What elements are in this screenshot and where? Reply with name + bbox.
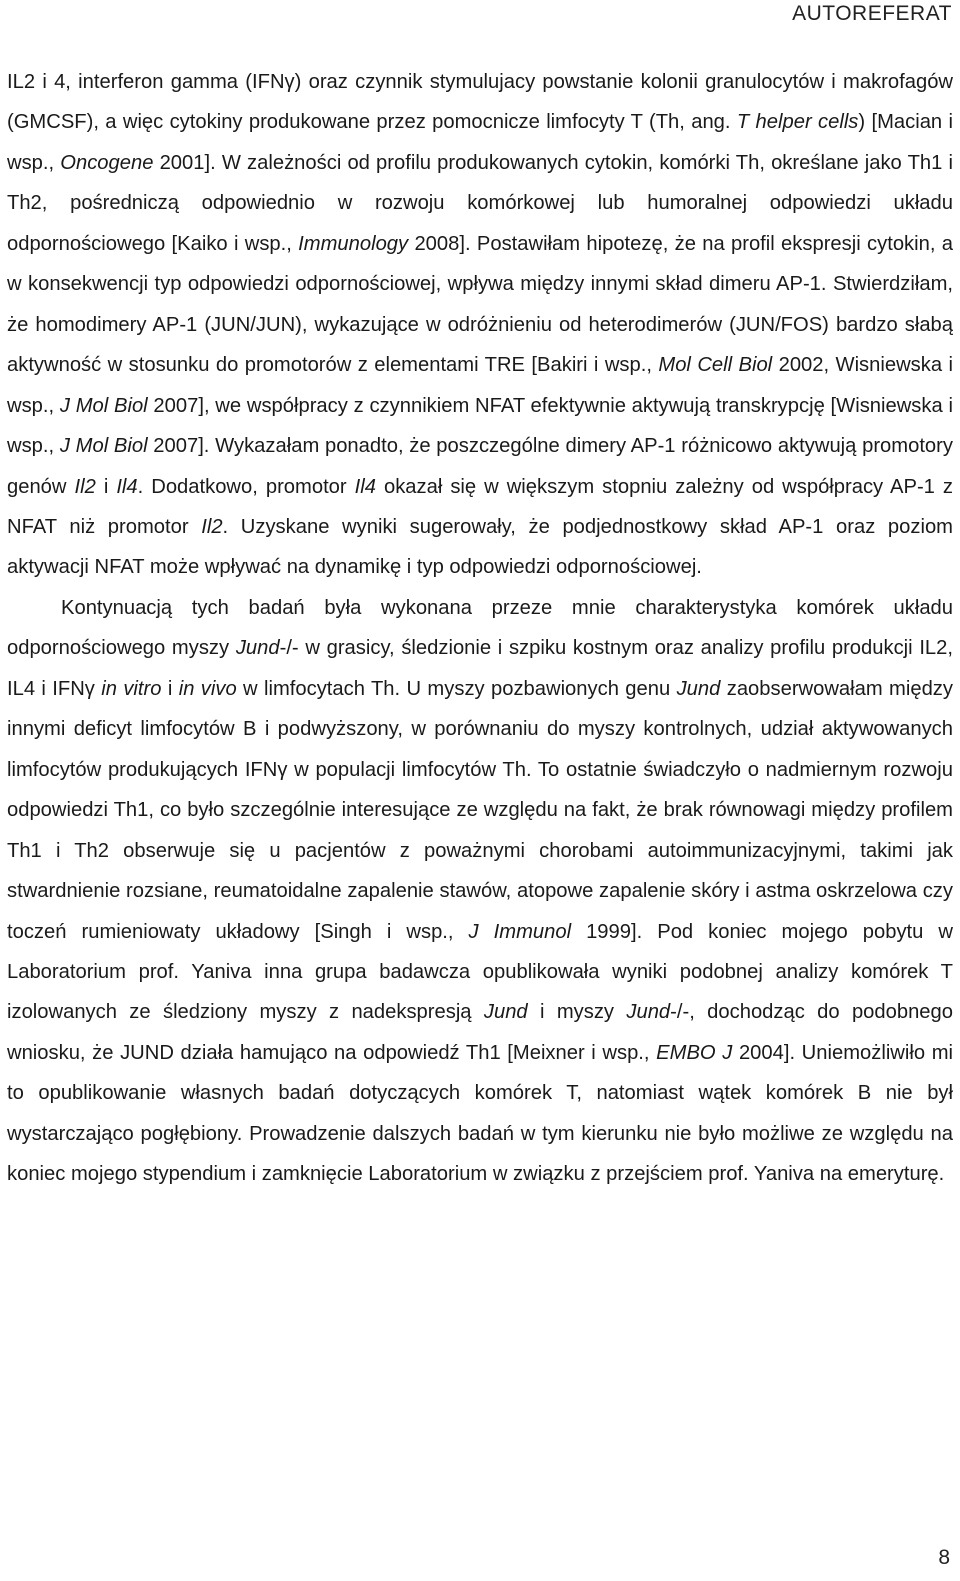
italic-text-run: J Immunol — [468, 920, 572, 943]
text-run: -/-, dochodząc do podobnego wniosku, że JUND działa hamująco na odpowiedź Th1 [Meixner i wsp., — [7, 1001, 953, 1064]
text-run: 2007], we współpracy z czynnikiem NFAT efektywnie aktywują transkrypcję [Wisniewska i wsp., — [7, 394, 953, 458]
italic-text-run: in vivo — [178, 677, 237, 700]
italic-text-run: Mol Cell Biol — [658, 354, 773, 377]
text-run: -/- w grasicy, śledzionie i szpiku kostnym oraz analizy profilu produkcji IL2, IL4 i IFNγ — [7, 637, 953, 700]
italic-text-run: Immunology — [298, 232, 409, 255]
italic-text-run: Jund — [235, 637, 280, 660]
text-run: Kontynuacją tych badań była wykonana przeze mnie charakterystyka komórek układu odpornościowego myszy — [7, 596, 953, 660]
italic-text-run: Jund — [483, 1001, 528, 1024]
italic-text-run: Il2 — [74, 475, 96, 498]
page-number: 8 — [938, 1546, 950, 1569]
text-run: 2001]. W zależności od profilu produkowanych cytokin, komórki Th, określane jako Th1 i Th2, pośredniczą odpowiednio w rozwoju komórkowej lub humoralnej odpowiedzi układu odpornościowego [Kaiko i wsp., — [7, 151, 953, 255]
italic-text-run: Il4 — [116, 475, 138, 498]
text-run: 2007]. Wykazałam ponadto, że poszczególne dimery AP-1 różnicowo aktywują promotory genów — [7, 435, 953, 498]
italic-text-run: J Mol Biol — [59, 394, 148, 417]
text-run: 2008]. Postawiłam hipotezę, że na profil ekspresji cytokin, a w konsekwencji typ odpowiedzi odpornościowej, wpływa między innymi skład dimeru AP-1. Stwierdziłam, że homodimery AP-1 (JUN/JUN), wykazujące w odróżnieniu od heterodimerów (JUN/FOS) bardzo słabą aktywność w stosunku do promotorów z elementami TRE [Bakiri i wsp., — [7, 232, 953, 377]
paragraph-1 — [7, 62, 953, 588]
text-run: i myszy — [527, 1001, 627, 1024]
italic-text-run: Il2 — [201, 515, 223, 538]
italic-text-run: Jund — [676, 677, 721, 700]
italic-text-run: EMBO J — [656, 1041, 733, 1064]
text-run: okazał się w większym stopniu zależny od współpracy AP-1 z NFAT niż promotor — [7, 475, 954, 538]
italic-text-run: J Mol Biol — [59, 435, 148, 458]
italic-text-run: Il4 — [354, 475, 376, 498]
text-run: 2002, Wisniewska i wsp., — [7, 354, 953, 417]
text-run: ) [Macian i wsp., — [7, 111, 953, 174]
italic-text-run: T helper cells — [736, 111, 859, 134]
text-run: 2004]. Uniemożliwiło mi to opublikowanie własnych badań dotyczących komórek T, natomiast wątek komórek B nie był wystarczająco pogłębiony. Prowadzenie dalszych badań w tym kierunku nie było możliwe ze względu na koniec mojego stypendium i zamknięcie Laboratorium w związku z przejściem prof. Yaniva na emeryturę. — [7, 1041, 954, 1186]
text-run: w limfocytach Th. U myszy pozbawionych genu — [236, 677, 677, 700]
text-run: i — [161, 677, 179, 700]
italic-text-run: Jund — [626, 1001, 671, 1024]
paragraph-2 — [7, 588, 953, 1195]
text-run: zaobserwowałam między innymi deficyt limfocytów B i podwyższony, w porównaniu do myszy kontrolnych, udział aktywowanych limfocytów produkujących IFNγ w populacji limfocytów Th. To ostatnie świadczyło o nadmiernym rozwoju odpowiedzi Th1, co było szczególnie interesujące ze względu na fakt, że brak równowagi między profilem Th1 i Th2 obserwuje się u pacjentów z poważnymi chorobami autoimmunizacyjnymi, takimi jak stwardnienie rozsiane, reumatoidalne zapalenie stawów, atopowe zapalenie skóry i astma oskrzelowa czy toczeń rumieniowaty układowy [Singh i wsp., — [7, 677, 953, 943]
document-body — [7, 62, 953, 1195]
italic-text-run: in vitro — [101, 677, 162, 700]
text-run: i — [95, 475, 117, 498]
text-run: IL2 i 4, interferon gamma (IFNγ) oraz czynnik stymulujacy powstanie kolonii granulocytów i makrofagów (GMCSF), a więc cytokiny produkowane przez pomocnicze limfocyty T (Th, ang. — [7, 71, 953, 134]
text-run: 1999]. Pod koniec mojego pobytu w Laboratorium prof. Yaniva inna grupa badawcza opublikowała wyniki podobnej analizy komórek T izolowanych ze śledziony myszy z nadekspresją — [7, 920, 953, 1024]
text-run: . Uzyskane wyniki sugerowały, że podjednostkowy skład AP-1 oraz poziom aktywacji NFAT może wpływać na dynamikę i typ odpowiedzi odpornościowej. — [7, 515, 953, 579]
italic-text-run: Oncogene — [60, 151, 154, 174]
text-run: . Dodatkowo, promotor — [137, 475, 355, 498]
page-header-title: AUTOREFERAT — [792, 2, 952, 25]
